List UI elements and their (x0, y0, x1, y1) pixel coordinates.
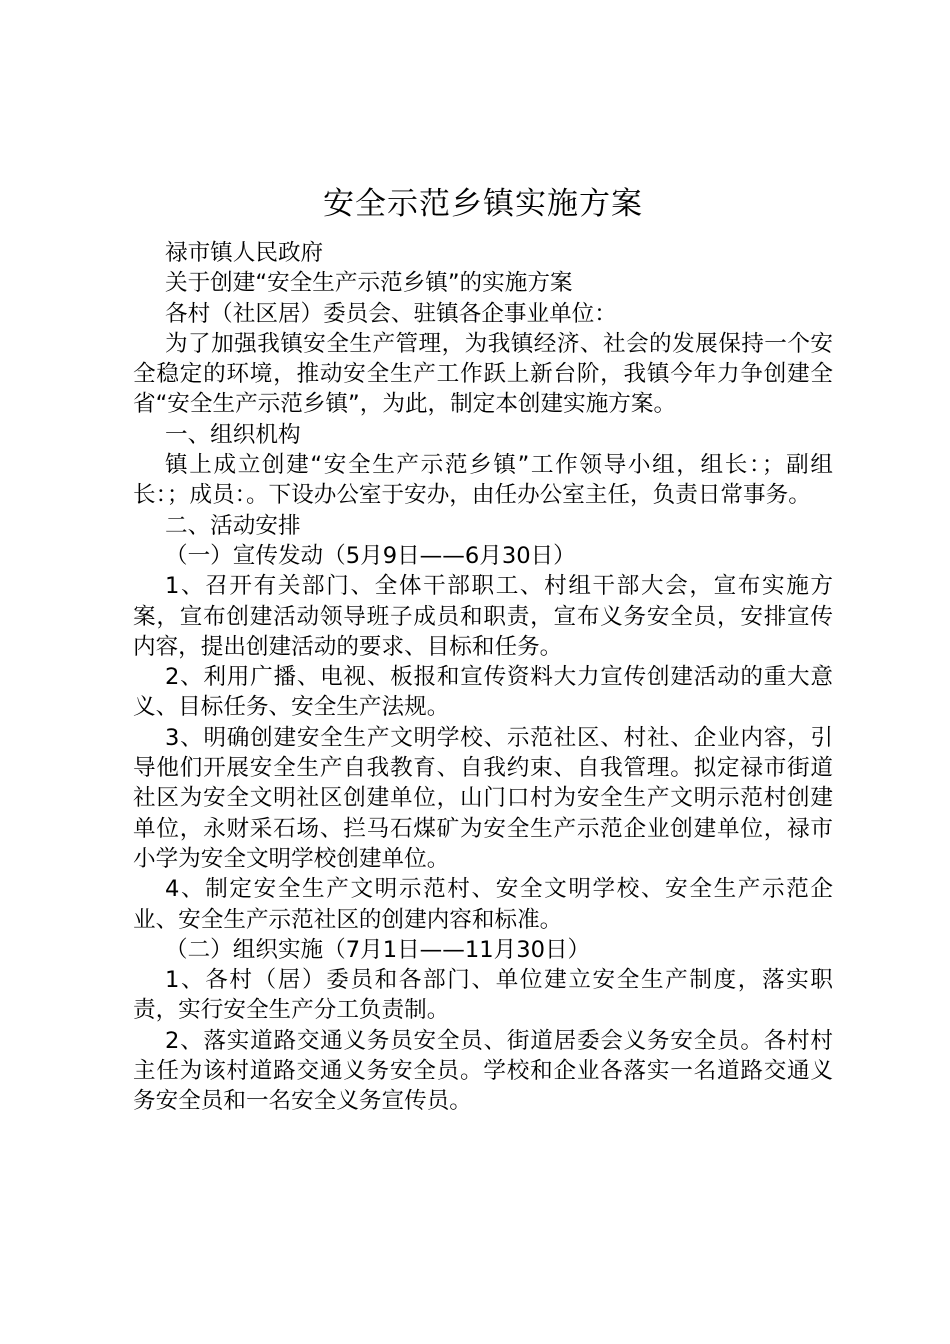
document-body (133, 238, 833, 1117)
publicity-item-1: 1、召开有关部门、全体干部职工、村组干部大会，宣布实施方案，宣布创建活动领导班子成员和职责，宣布义务安全员，安排宣传内容，提出创建活动的要求、目标和任务。 (133, 573, 833, 660)
publicity-item-4: 4、制定安全生产文明示范村、安全文明学校、安全生产示范企业、安全生产示范社区的创建内容和标准。 (133, 876, 833, 933)
subsection-heading-implementation: （二）组织实施（7月1日——11月30日） (165, 936, 591, 963)
intro-paragraph: 为了加强我镇安全生产管理，为我镇经济、社会的发展保持一个安全稳定的环境，推动安全生产工作跃上新台阶，我镇今年力争创建全省“安全生产示范乡镇”，为此，制定本创建实施方案。 (133, 330, 833, 418)
section-heading-activities: 二、活动安排 (165, 512, 301, 539)
publicity-item-2: 2、利用广播、电视、板报和宣传资料大力宣传创建活动的重大意义、目标任务、安全生产法规。 (133, 664, 833, 721)
publicity-item-3: 3、明确创建安全生产文明学校、示范社区、村社、企业内容，引导他们开展安全生产自我教育、自我约束、自我管理。拟定禄市街道社区为安全文明社区创建单位，山门口村为安全生产文明示范村创建单位，永财采石场、拦马石煤矿为安全生产示范企业创建单位，禄市小学为安全文明学校创建单位。 (133, 724, 833, 872)
document-page (133, 180, 833, 1117)
organization-paragraph: 镇上成立创建“安全生产示范乡镇”工作领导小组，组长：；副组长：；成员：。下设办公室于安办，由任办公室主任，负责日常事务。 (133, 452, 833, 509)
document-title: 安全示范乡镇实施方案 (323, 186, 643, 222)
implementation-item-1: 1、各村（居）委员和各部门、单位建立安全生产制度，落实职责，实行安全生产分工负责制。 (133, 967, 833, 1024)
section-heading-organization: 一、组织机构 (165, 421, 301, 448)
subject-line: 关于创建“安全生产示范乡镇”的实施方案 (165, 270, 573, 297)
implementation-item-2: 2、落实道路交通义务员安全员、街道居委会义务安全员。各村村主任为该村道路交通义务安全员。学校和企业各落实一名道路交通义务安全员和一名安全义务宣传员。 (133, 1027, 833, 1115)
addressee-line: 各村（社区居）委员会、驻镇各企事业单位： (165, 300, 617, 327)
subsection-heading-publicity: （一）宣传发动（5月9日——6月30日） (165, 542, 576, 569)
issuer-line: 禄市镇人民政府 (165, 240, 324, 266)
